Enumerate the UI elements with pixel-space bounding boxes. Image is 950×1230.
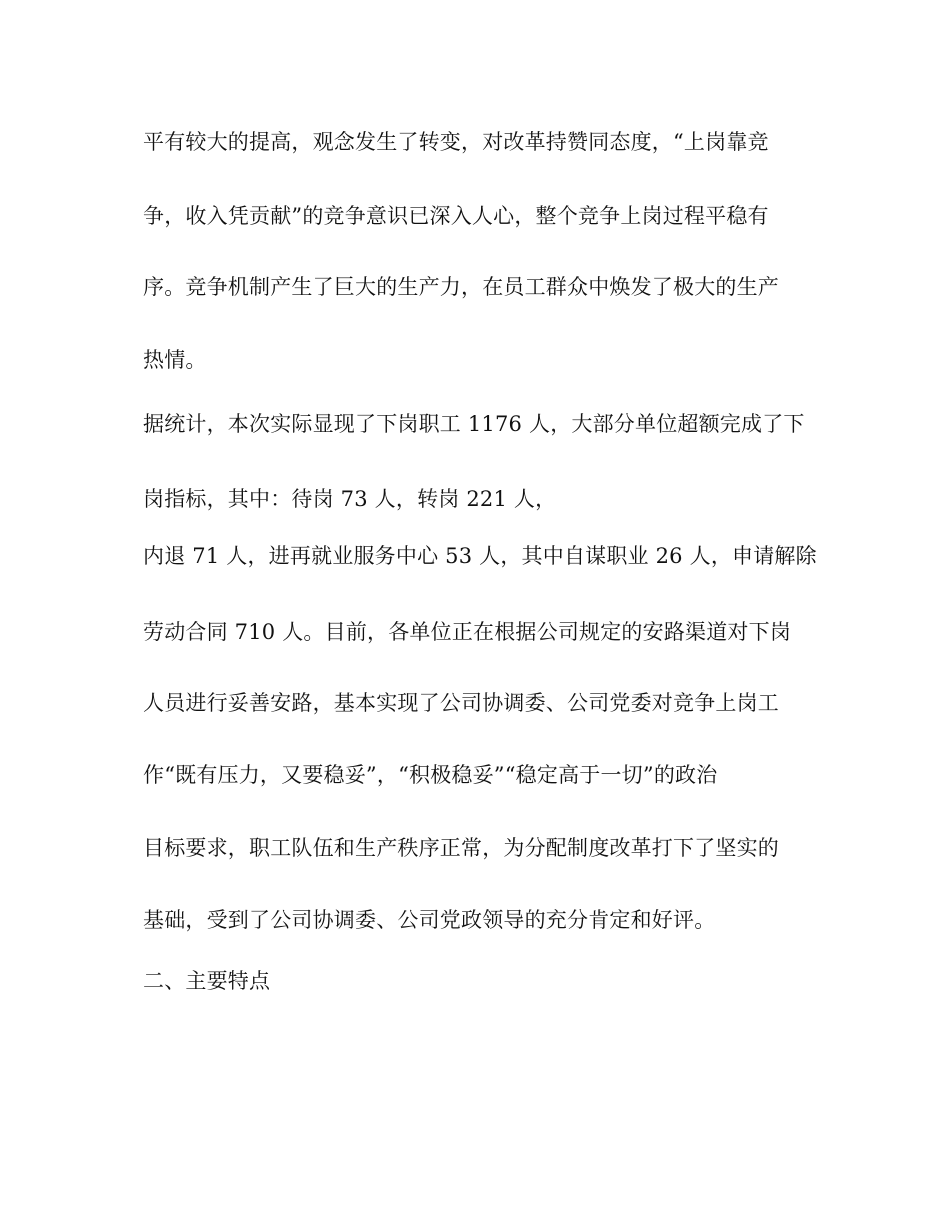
paragraph-line: 人员进行妥善安路，基本实现了公司协调委、公司党委对竞争上岗工 — [143, 691, 779, 715]
paragraph-line: 目标要求，职工队伍和生产秩序正常，为分配制度改革打下了坚实的 — [143, 836, 779, 860]
paragraph-line: 劳动合同 710 人。目前，各单位正在根据公司规定的安路渠道对下岗 — [143, 620, 792, 644]
paragraph-line: 序。竞争机制产生了巨大的生产力，在员工群众中焕发了极大的生产 — [143, 275, 779, 299]
paragraph-line: 基础，受到了公司协调委、公司党政领导的充分肯定和好评。 — [143, 908, 716, 932]
paragraph-line: 岗指标，其中：待岗 73 人，转岗 221 人， — [143, 487, 557, 511]
section-heading: 二、主要特点 — [143, 969, 271, 993]
paragraph-line: 平有较大的提高，观念发生了转变，对改革持赞同态度，“上岗靠竞 — [143, 130, 769, 154]
paragraph-line: 作“既有压力，又要稳妥”，“积极稳妥”“稳定高于一切”的政治 — [143, 763, 718, 787]
paragraph-line: 热情。 — [143, 348, 207, 372]
paragraph-line: 据统计，本次实际显现了下岗职工 1176 人，大部分单位超额完成了下 — [143, 412, 805, 436]
paragraph-line: 内退 71 人，进再就业服务中心 53 人，其中自谋职业 26 人，申请解除 — [143, 544, 817, 568]
paragraph-line: 争，收入凭贡献”的竞争意识已深入人心，整个竞争上岗过程平稳有 — [143, 204, 769, 228]
